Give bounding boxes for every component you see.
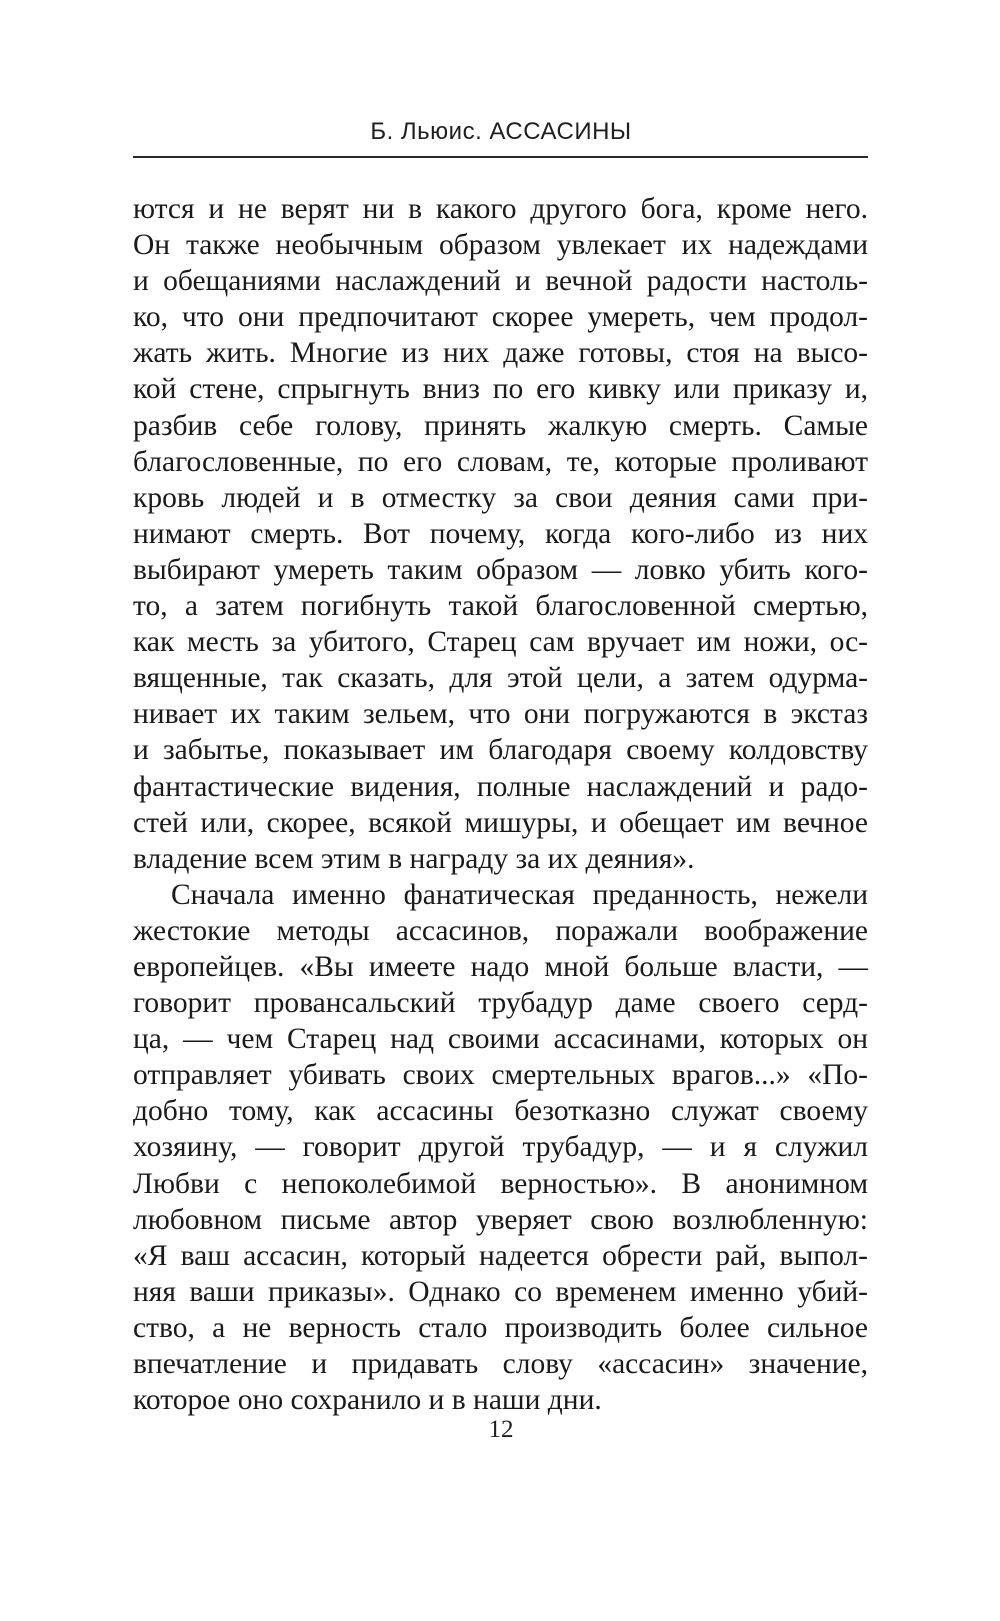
text-line: Любви с непоколебимой верностью». В анонимном: [133, 1167, 868, 1200]
text-line: хозяину, — говорит другой трубадур, — и я служил: [133, 1131, 868, 1164]
text-line: стей или, скорее, всякой мишуры, и обещает им вечное: [133, 806, 868, 839]
text-line: ются и не верят ни в какого другого бога, кроме него.: [133, 193, 868, 225]
text-line: как месть за убитого, Старец сам вручает им ножи, ос-: [133, 626, 868, 659]
text-line: нивает их таким зельем, что они погружаются в экстаз: [133, 698, 868, 731]
text-line: любовном письме автор уверяет свою возлюбленную:: [133, 1203, 868, 1236]
text-line: выбирают умереть таким образом — ловко убить кого-: [133, 553, 868, 586]
header-rule: [133, 156, 868, 158]
text-line: вященные, так сказать, для этой цели, а затем одурма-: [133, 662, 868, 695]
text-line: впечатление и придавать слову «ассасин» значение,: [133, 1348, 868, 1380]
text-line: Он также необычным образом увлекает их надеждами: [133, 229, 868, 262]
text-line: фантастические видения, полные наслаждений и радо-: [133, 770, 868, 803]
text-line: «Я ваш ассасин, который надеется обрести рай, выпол-: [133, 1239, 868, 1272]
text-line: ство, а не верность стало производить более сильное: [133, 1311, 868, 1344]
text-line: говорит провансальский трубадур даме своего серд-: [133, 987, 868, 1020]
text-line: ко, что они предпочитают скорее умереть, чем продол-: [133, 301, 868, 334]
running-head: Б. Льюис. АССАСИНЫ: [370, 118, 632, 145]
text-line: европейцев. «Вы имеете надо мной больше власти, —: [133, 950, 868, 983]
text-line: разбив себе голову, принять жалкую смерть. Самые: [133, 409, 868, 442]
text-line: благословенные, по его словам, те, которые проливают: [133, 445, 868, 478]
page-number: 12: [488, 1416, 514, 1443]
text-line: владение всем этим в награду за их деяния».: [133, 842, 695, 875]
text-line: няя ваши приказы». Однако со временем именно убий-: [133, 1275, 868, 1308]
text-line: жестокие методы ассасинов, поражали воображение: [133, 914, 868, 947]
text-line: кой стене, спрыгнуть вниз по его кивку или приказу и,: [133, 373, 868, 406]
text-line: отправляет убивать своих смертельных врагов...» «По-: [133, 1059, 868, 1092]
text-line: то, а затем погибнуть такой благословенной смертью,: [133, 590, 868, 623]
text-line: которое оно сохранило и в наши дни.: [133, 1384, 602, 1417]
text-line: кровь людей и в отместку за свои деяния сами при-: [133, 481, 868, 514]
text-line: нимают смерть. Вот почему, когда кого-либо из них: [133, 517, 868, 550]
text-line: жать жить. Многие из них даже готовы, стоя на высо-: [133, 337, 868, 370]
text-line: добно тому, как ассасины безотказно служат своему: [133, 1095, 868, 1128]
body-text: [133, 191, 868, 1418]
text-line: ца, — чем Старец над своими ассасинами, которых он: [133, 1023, 868, 1056]
text-line: и забытье, показывает им благодаря своему колдовству: [133, 734, 868, 767]
text-line: Сначала именно фанатическая преданность, нежели: [171, 878, 868, 911]
text-line: и обещаниями наслаждений и вечной радости настоль-: [133, 265, 868, 298]
